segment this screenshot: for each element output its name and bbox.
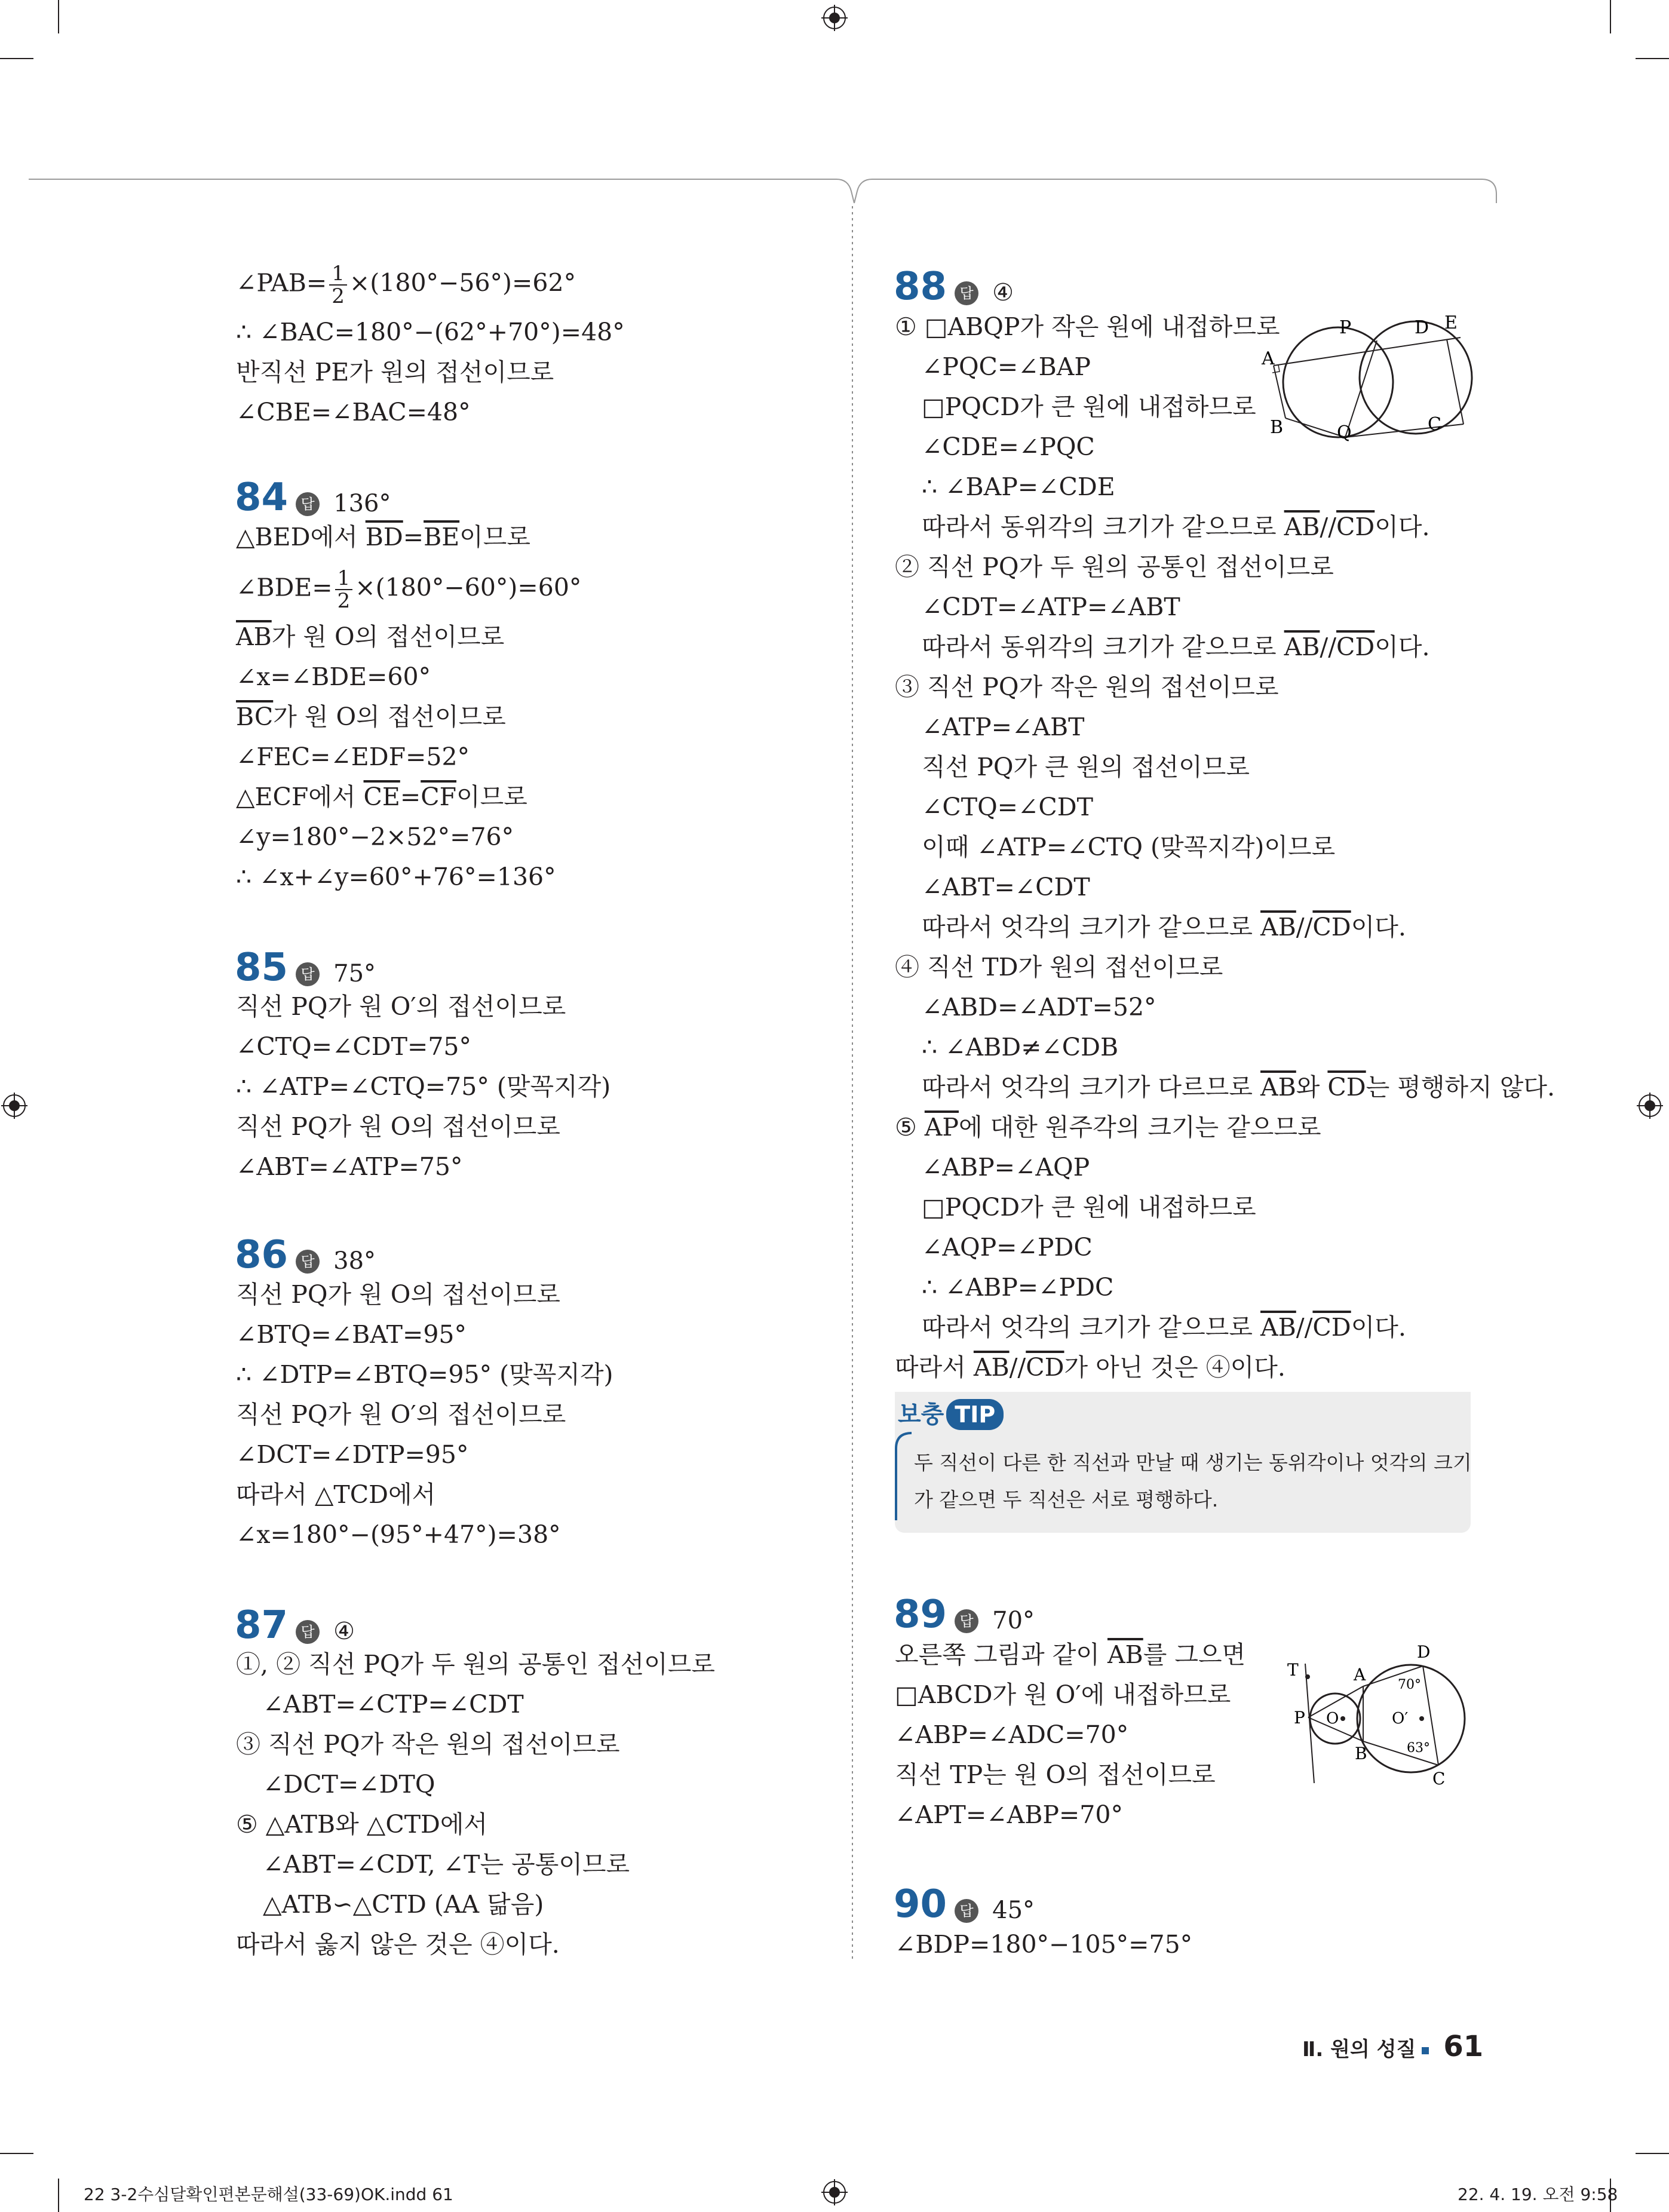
- answer-badge-icon: 답: [296, 1620, 320, 1644]
- point-label: D: [1415, 317, 1429, 338]
- tip-pill: TIP: [946, 1399, 1004, 1430]
- text-line: ① □ABQP가 작은 원에 내접하므로: [895, 312, 1280, 341]
- text-line: 직선 PQ가 원 O′의 접선이므로: [236, 1400, 566, 1429]
- angle-label: 70°: [1398, 1677, 1421, 1692]
- text-line: ⑤ △ATB와 △CTD에서: [236, 1810, 488, 1839]
- math-line: ∠CDT=∠ATP=∠ABT: [922, 593, 1180, 621]
- text-line: △BED에서 $\overline{BD}=\overline{BE}$이므로: [236, 523, 530, 551]
- answer-badge-icon: 답: [296, 492, 320, 516]
- text-line: 직선 TP는 원 O의 접선이므로: [895, 1760, 1216, 1789]
- math-line: ∠ABP=∠ADC=70°: [895, 1720, 1129, 1749]
- page-number: 61: [1443, 2030, 1484, 2063]
- point-label: C: [1428, 414, 1441, 435]
- math-line: ∴ ∠BAP=∠CDE: [922, 473, 1115, 501]
- text-line: 따라서 동위각의 크기가 같으므로 $\overline{AB}//\overline{CD}$이다.: [922, 633, 1430, 661]
- math-line: ∠CTQ=∠CDT: [922, 793, 1093, 821]
- problem-number: 88: [894, 265, 947, 309]
- math-line: ∠ABT=∠ATP=75°: [236, 1152, 463, 1181]
- math-line: ∴ ∠BAC=180°−(62°+70°)=48°: [236, 318, 625, 346]
- text-line: 반직선 PE가 원의 접선이므로: [236, 358, 554, 386]
- problem-number: 84: [235, 475, 289, 520]
- answer-value: 136°: [333, 490, 391, 517]
- problem-number: 89: [894, 1593, 947, 1637]
- text-line: ③ 직선 PQ가 작은 원의 접선이므로: [895, 673, 1279, 701]
- answer-value: 75°: [333, 960, 376, 987]
- problem-number: 86: [235, 1233, 289, 1277]
- math-line: ∠ABT=∠CTP=∠CDT: [263, 1690, 524, 1719]
- math-line: ∠BTQ=∠BAT=95°: [236, 1320, 467, 1349]
- point-label: B: [1270, 417, 1284, 438]
- math-line: ∠BDE= $\frac{1}{2}$ ×(180°−60°)=60°: [236, 566, 582, 613]
- math-line: ∠PQC=∠BAP: [922, 352, 1091, 381]
- tangent-circles-figure: [1278, 1640, 1475, 1789]
- math-line: ∠x=180°−(95°+47°)=38°: [236, 1520, 561, 1549]
- answer-value: 45°: [992, 1897, 1035, 1924]
- math-line: ∠y=180°−2×52°=76°: [236, 823, 514, 851]
- text-line: 따라서 옳지 않은 것은 ④이다.: [236, 1930, 560, 1959]
- tip-text: 두 직선이 다른 한 직선과 만날 때 생기는 동위각이나 엇각의 크기 가 같으면 두 직선은 서로 평행하다.: [914, 1451, 1472, 1511]
- point-label: Q: [1337, 422, 1352, 443]
- math-line: ∠PAB= $\frac{1}{2}$ ×(180°−56°)=62°: [236, 262, 576, 308]
- answer-badge-icon: 답: [955, 1609, 978, 1633]
- tip-heading: 보충 TIP: [898, 1395, 1004, 1430]
- problem-number: 87: [235, 1603, 289, 1648]
- math-line: ∠ABT=∠CDT: [922, 873, 1090, 901]
- math-line: ∠ABP=∠AQP: [922, 1153, 1090, 1182]
- math-line: ∠ATP=∠ABT: [922, 713, 1085, 741]
- text-line: 직선 PQ가 큰 원의 접선이므로: [922, 753, 1250, 781]
- answer-value: 38°: [333, 1247, 376, 1275]
- math-line: ∠APT=∠ABP=70°: [895, 1800, 1123, 1829]
- math-line: ∠ABT=∠CDT, ∠T는 공통이므로: [263, 1850, 630, 1879]
- point-label: C: [1432, 1769, 1446, 1788]
- point-label: A: [1262, 348, 1275, 369]
- problem-number: 90: [894, 1882, 947, 1926]
- registration-mark-icon: [821, 5, 848, 31]
- text-line: ⑤ $\overline{AP}$에 대한 원주각의 크기는 같으므로: [895, 1113, 1321, 1142]
- text-line: 직선 PQ가 원 O의 접선이므로: [236, 1280, 561, 1309]
- separator-square-icon: [1422, 2047, 1429, 2054]
- math-line: ∠x=∠BDE=60°: [236, 662, 431, 691]
- registration-mark-icon: [1637, 1093, 1663, 1119]
- math-line: ∴ ∠DTP=∠BTQ=95° (맞꼭지각): [236, 1360, 613, 1389]
- math-line: ∠CBE=∠BAC=48°: [236, 398, 471, 427]
- print-file-name: 22 3-2수심달확인편본문해설(33-69)OK.indd 61: [84, 2185, 453, 2204]
- section-title: Ⅱ. 원의 성질: [1302, 2038, 1416, 2061]
- point-label: A: [1354, 1665, 1366, 1685]
- math-line: ∠DCT=∠DTP=95°: [236, 1440, 469, 1469]
- point-label: D: [1417, 1642, 1431, 1662]
- text-line: ③ 직선 PQ가 작은 원의 접선이므로: [236, 1730, 620, 1759]
- point-label: P: [1294, 1708, 1305, 1728]
- math-line: ∠CDE=∠PQC: [922, 432, 1095, 461]
- math-line: ∠AQP=∠PDC: [922, 1233, 1093, 1262]
- point-label: P: [1339, 317, 1352, 338]
- text-line: □PQCD가 큰 원에 내접하므로: [922, 392, 1256, 421]
- page-footer: [1302, 2030, 1483, 2063]
- text-line: 따라서 $\overline{AB}//\overline{CD}$가 아닌 것은 ④이다.: [895, 1353, 1286, 1382]
- answer-value: ④: [992, 279, 1014, 306]
- text-line: 오른쪽 그림과 같이 $\overline{AB}$를 그으면: [895, 1640, 1246, 1669]
- registration-mark-icon: [821, 2179, 848, 2205]
- answer-badge-icon: 답: [296, 962, 320, 986]
- math-line: ∠ABD=∠ADT=52°: [922, 993, 1156, 1021]
- math-line: △ATB∽△CTD (AA 닮음): [263, 1890, 544, 1919]
- text-line: △ECF에서 $\overline{CE}=\overline{CF}$이므로: [236, 783, 527, 811]
- point-label: E: [1444, 312, 1458, 333]
- answer-badge-icon: 답: [296, 1250, 320, 1274]
- answer-badge-icon: 답: [955, 1899, 978, 1923]
- text-line: ①, ② 직선 PQ가 두 원의 공통인 접선이므로: [236, 1650, 715, 1679]
- answer-value: ④: [333, 1618, 355, 1645]
- text-line: ② 직선 PQ가 두 원의 공통인 접선이므로: [895, 553, 1334, 581]
- text-line: □PQCD가 큰 원에 내접하므로: [922, 1193, 1256, 1222]
- angle-label: 63°: [1407, 1741, 1430, 1756]
- answer-value: 70°: [992, 1607, 1035, 1634]
- registration-mark-icon: [1, 1093, 27, 1119]
- math-line: ∠BDP=180°−105°=75°: [895, 1930, 1193, 1959]
- text-line: 직선 PQ가 원 O의 접선이므로: [236, 1112, 561, 1141]
- text-line: 따라서 엇각의 크기가 같으므로 $\overline{AB}//\overline{CD}$이다.: [922, 913, 1406, 941]
- point-label: O: [1326, 1710, 1339, 1728]
- math-line: ∴ ∠ABD≠∠CDB: [922, 1033, 1119, 1061]
- text-line: 따라서 △TCD에서: [236, 1480, 436, 1509]
- point-label: T: [1287, 1660, 1299, 1680]
- text-line: 따라서 엇각의 크기가 같으므로 $\overline{AB}//\overline{CD}$이다.: [922, 1313, 1406, 1342]
- math-line: ∴ ∠ATP=∠CTQ=75° (맞꼭지각): [236, 1072, 611, 1101]
- math-line: ∴ ∠x+∠y=60°+76°=136°: [236, 863, 556, 891]
- math-line: ∠CTQ=∠CDT=75°: [236, 1032, 472, 1061]
- fraction: $\frac{1}{2}$: [329, 263, 347, 307]
- math-line: ∠FEC=∠EDF=52°: [236, 743, 470, 771]
- print-date: 22. 4. 19. 오전 9:58: [1458, 2185, 1618, 2204]
- arc-label: $\overline{AP}$: [924, 1113, 959, 1142]
- math-line: 이때 ∠ATP=∠CTQ (맞꼭지각)이므로: [922, 833, 1336, 861]
- text-line: 직선 PQ가 원 O′의 접선이므로: [236, 992, 566, 1021]
- text-line: $\overline{BC}$가 원 O의 접선이므로: [236, 702, 506, 731]
- text-line: □ABCD가 원 O′에 내접하므로: [895, 1680, 1231, 1709]
- answer-badge-icon: 답: [955, 281, 978, 305]
- math-line: ∴ ∠ABP=∠PDC: [922, 1273, 1114, 1302]
- text-line: $\overline{AB}$가 원 O의 접선이므로: [236, 622, 505, 651]
- two-circles-figure: [1254, 311, 1481, 448]
- problem-number: 85: [235, 946, 289, 990]
- point-label: B: [1355, 1744, 1367, 1763]
- text-line: 따라서 엇각의 크기가 다르므로 $\overline{AB}$와 $\overline{CD}$는 평행하지 않다.: [922, 1073, 1555, 1102]
- math-line: ∠DCT=∠DTQ: [263, 1770, 435, 1799]
- text-line: ④ 직선 TD가 원의 접선이므로: [895, 953, 1223, 981]
- point-label: O′: [1392, 1710, 1409, 1728]
- text-line: 따라서 동위각의 크기가 같으므로 $\overline{AB}//\overline{CD}$이다.: [922, 513, 1430, 541]
